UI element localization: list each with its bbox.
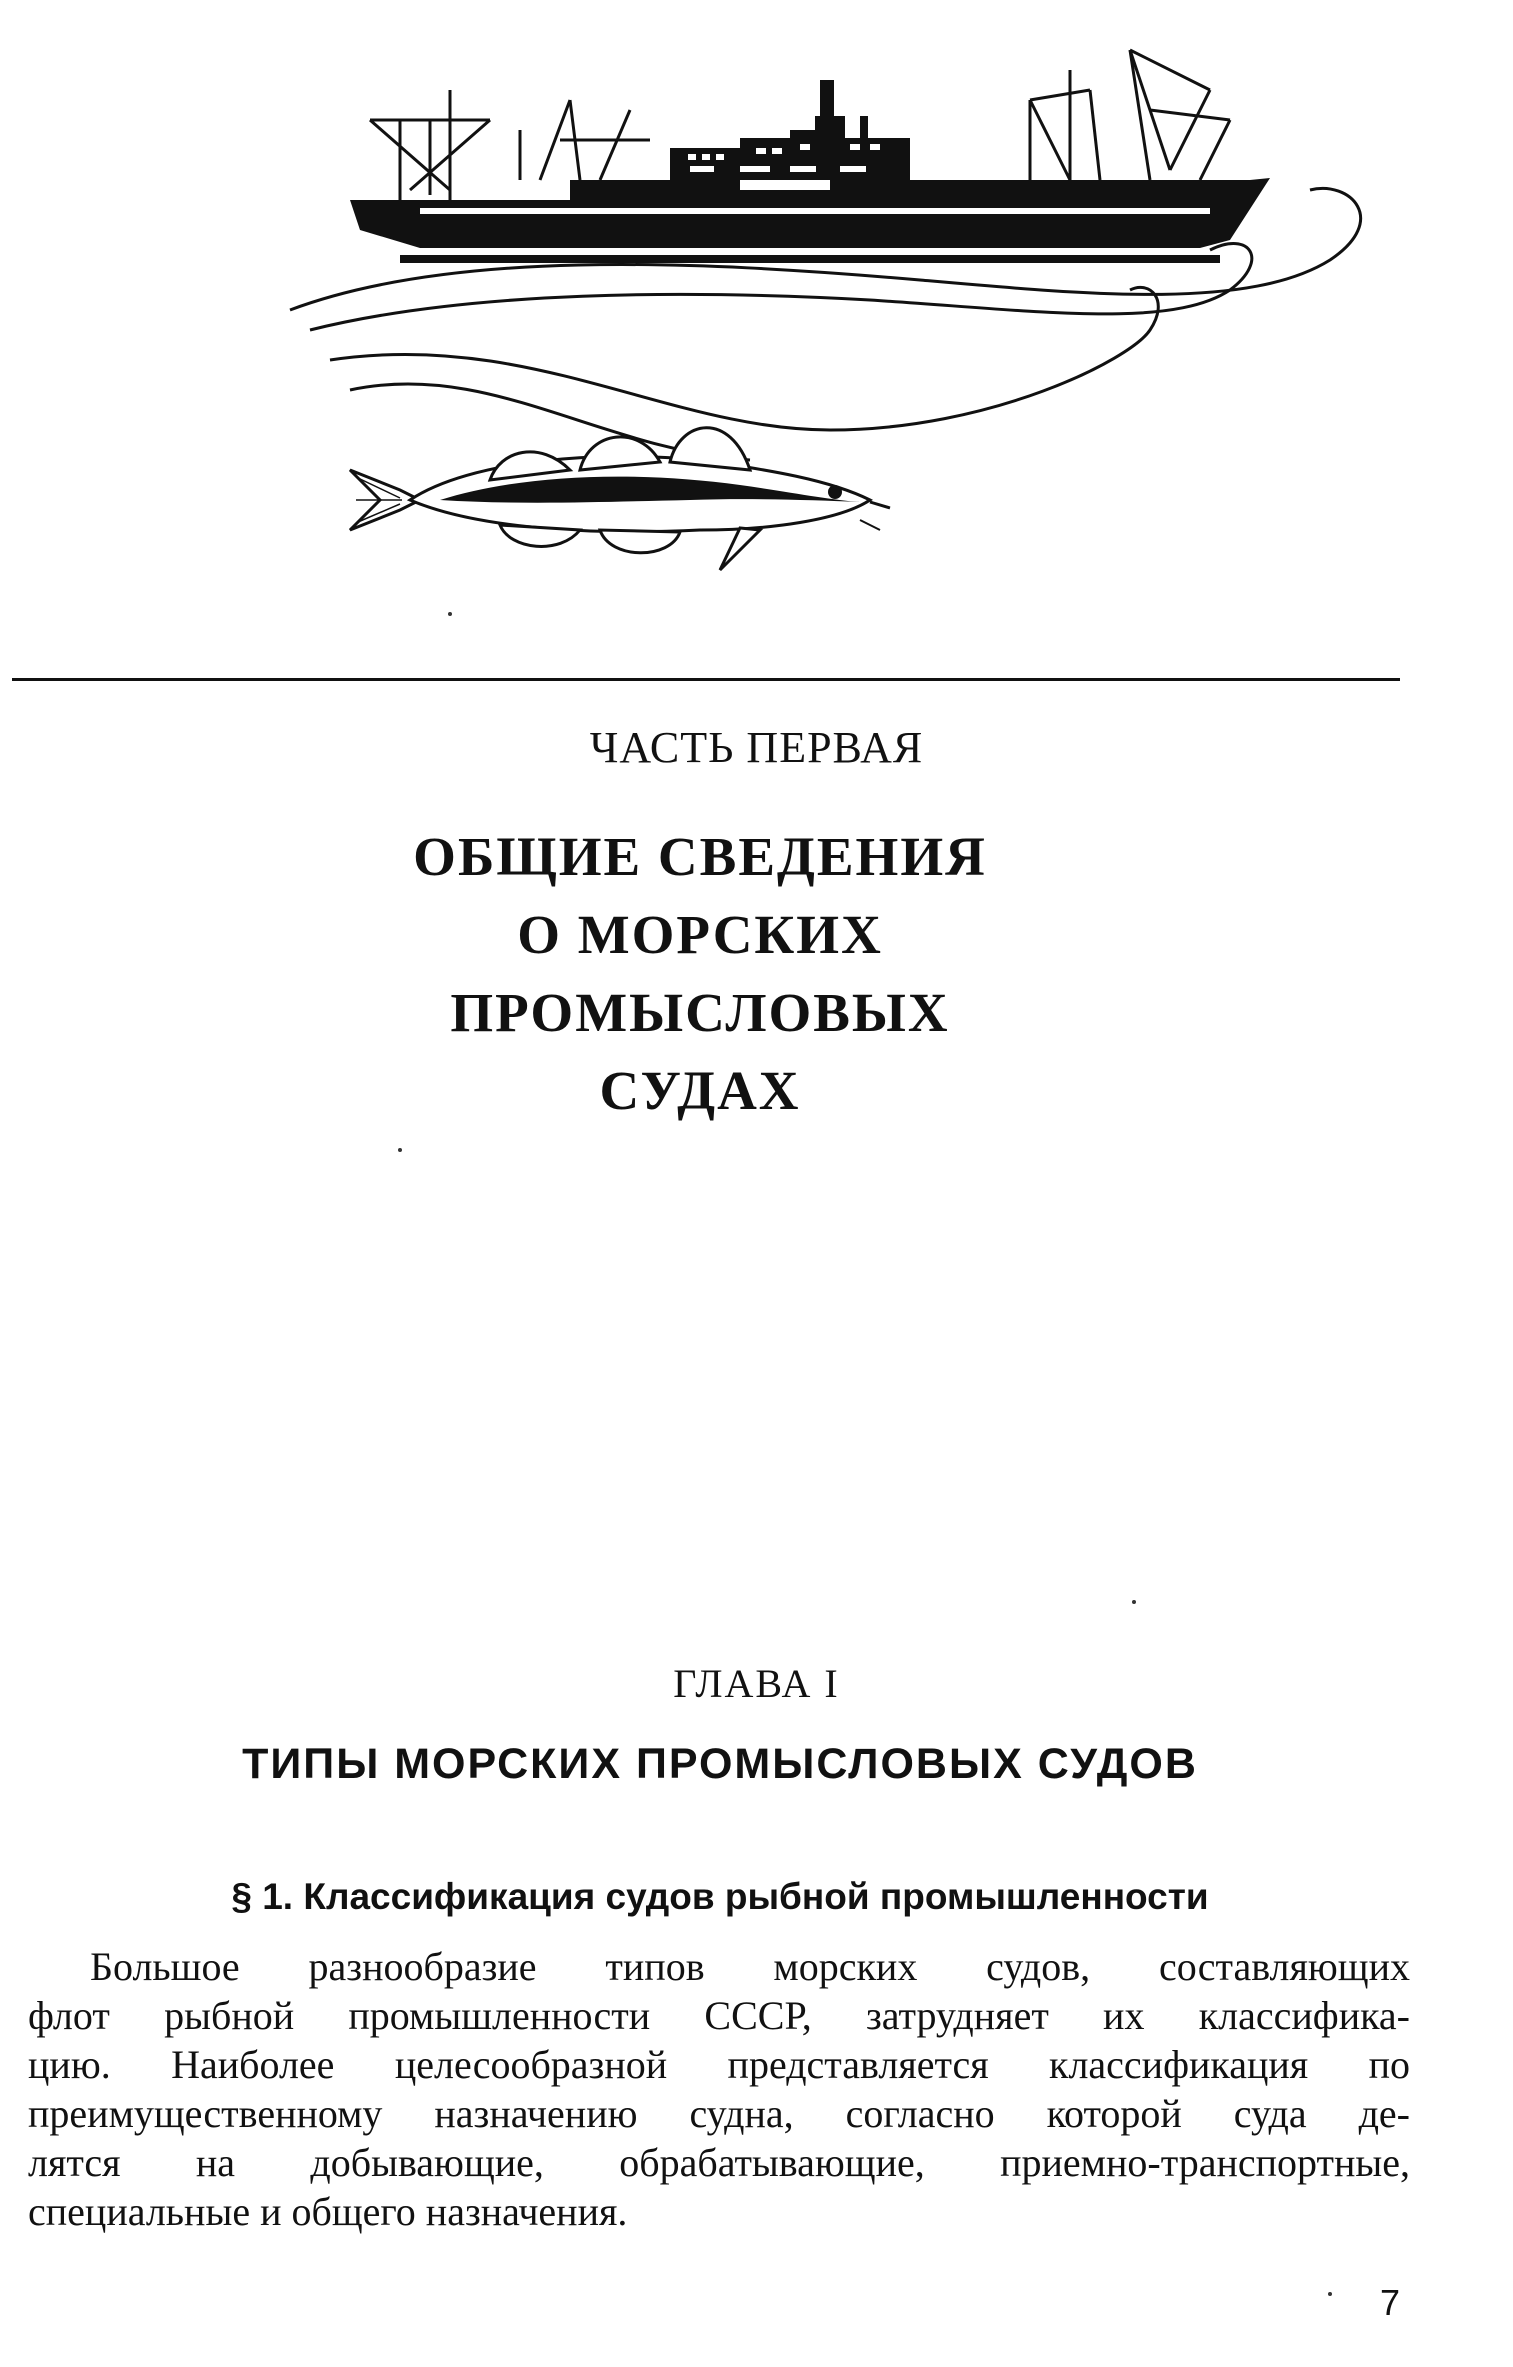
part-title: [300, 818, 1100, 1130]
header-illustration: [270, 30, 1430, 590]
part-title-line: ПРОМЫСЛОВЫХ: [450, 982, 950, 1043]
scan-speck: [1132, 1600, 1136, 1604]
trawler-ship-icon: [350, 50, 1270, 263]
body-paragraph: [28, 1942, 1410, 2236]
cod-fish-icon: [350, 428, 890, 570]
part-title-line: О МОРСКИХ: [517, 904, 883, 965]
section-title: § 1. Классификация судов рыбной промышленности: [231, 1876, 1209, 1917]
part-title-line: СУДАХ: [599, 1060, 801, 1121]
body-line: специальные и общего назначения.: [28, 2189, 628, 2234]
body-line: флот рыбной промышленности СССР, затрудняет их классифика-: [28, 1993, 1410, 2038]
page-number: 7: [1380, 2282, 1401, 2323]
chapter-title: ТИПЫ МОРСКИХ ПРОМЫСЛОВЫХ СУДОВ: [242, 1740, 1198, 1788]
body-line: лятся на добывающие, обрабатывающие, приемно-транспортные,: [28, 2140, 1410, 2185]
scan-speck: [398, 1148, 402, 1152]
part-label: ЧАСТЬ ПЕРВАЯ: [589, 723, 924, 772]
body-line: Большое разнообразие типов морских судов, составляющих: [90, 1944, 1410, 1989]
body-line: преимущественному назначению судна, согласно которой суда де-: [28, 2091, 1410, 2136]
horizontal-rule: [12, 678, 1400, 681]
part-title-line: ОБЩИЕ СВЕДЕНИЯ: [413, 826, 987, 887]
scan-speck: [1328, 2292, 1332, 2296]
scan-speck: [448, 612, 452, 616]
chapter-label: ГЛАВА I: [673, 1661, 840, 1706]
body-line: цию. Наиболее целесообразной представляется классификация по: [28, 2042, 1410, 2087]
